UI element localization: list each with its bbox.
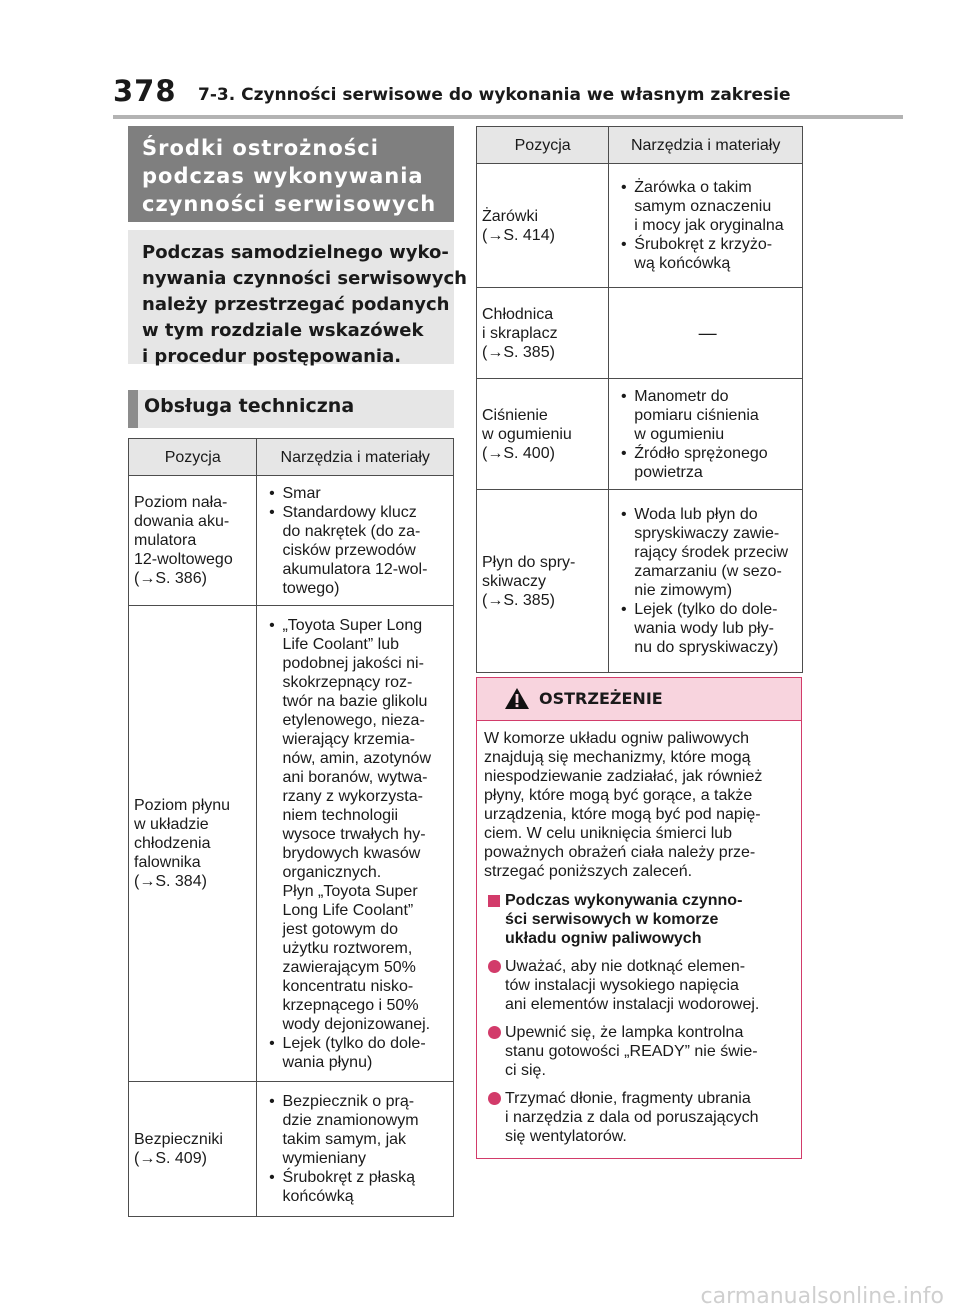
tool-line: i mocy jak oryginalna: [634, 217, 784, 234]
header-tools: Narzędzia i materiały: [609, 127, 803, 164]
position-line: skiwaczy: [482, 572, 547, 590]
tool-line: Bezpiecznik o prą-: [282, 1093, 415, 1110]
warning-subheading: [484, 891, 795, 948]
tool-line: Źródło sprężonego: [634, 444, 768, 462]
bullet-icon: •: [620, 506, 627, 523]
warning-triangle-icon: [504, 687, 530, 710]
intro-box: [128, 230, 467, 367]
warning-item: [484, 1023, 795, 1080]
position-cell: [477, 288, 609, 379]
warning-intro-line: poważnych obrażeń ciała należy prze-: [484, 844, 756, 861]
tool-line: Standardowy klucz: [282, 503, 417, 521]
tool-item: [613, 505, 802, 600]
tool-line: Żarówka o takim: [634, 179, 752, 196]
position-line: (→S. 385): [482, 343, 555, 361]
table-header-row: [129, 439, 454, 476]
tool-line: spryskiwaczy zawie-: [634, 525, 780, 542]
position-line: (→S. 414): [482, 226, 555, 244]
position-line: dowania aku-: [134, 513, 230, 530]
section-title: [128, 126, 454, 222]
tool-line: Smar: [282, 484, 321, 502]
tool-line: nu do spryskiwaczy): [634, 639, 779, 656]
bullet-icon: •: [620, 444, 627, 462]
no-tools-dash: —: [698, 322, 717, 343]
warning-item-line: tów instalacji wysokiego napięcia: [505, 977, 739, 994]
table-row: [129, 476, 454, 606]
tools-cell: [609, 379, 803, 490]
position-line: Płyn do spry-: [482, 553, 576, 571]
circle-bullet-icon: [488, 1026, 501, 1039]
tool-line: Śrubokręt z płaską: [282, 1169, 415, 1186]
subheading: Obsługa techniczna: [128, 390, 454, 428]
table-header-row: [477, 127, 803, 164]
tool-item: [613, 600, 802, 657]
bullet-icon: •: [269, 1034, 275, 1052]
tool-line: dzie znamionowym: [282, 1112, 419, 1129]
warning-item-line: się wentylatorów.: [505, 1128, 627, 1145]
position-cell: [129, 476, 257, 606]
warning-intro-line: płyny, które mogą być gorące, a także: [484, 787, 753, 804]
bullet-icon: •: [269, 484, 275, 502]
table-row: [129, 606, 454, 1082]
position-line: (→S. 384): [134, 873, 207, 890]
tools-cell: [257, 1082, 454, 1217]
position-line: Poziom nała-: [134, 494, 228, 511]
warning-item-line: Uważać, aby nie dotknąć elemen-: [505, 958, 746, 975]
tool-line: organicznych.: [282, 863, 382, 881]
watermark: carmanualsonline.info: [700, 1284, 944, 1309]
warning-intro-line: strzegać poniższych zaleceń.: [484, 863, 693, 880]
tool-item: [261, 1168, 453, 1206]
position-cell: [129, 1082, 257, 1217]
tool-item: [261, 503, 453, 598]
tool-item: [613, 387, 802, 444]
tool-line: wody dejonizowanej.: [282, 1015, 431, 1033]
tool-line: do nakrętek (do za-: [282, 522, 421, 540]
warning-item-line: Upewnić się, że lampka kontrolna: [505, 1024, 744, 1041]
tool-line: cisków przewodów: [282, 541, 416, 559]
table-row: [477, 379, 803, 490]
tool-line: „Toyota Super Long: [282, 616, 423, 634]
tool-line: samym oznaczeniu: [634, 198, 772, 215]
tools-cell: [609, 288, 803, 379]
tool-line: skokrzepnący roz-: [282, 673, 413, 691]
position-line: chłodzenia: [134, 835, 211, 852]
tool-line: jest gotowym do: [282, 920, 399, 938]
tool-line: koncentratu nisko-: [282, 977, 414, 995]
position-line: Bezpieczniki: [134, 1131, 223, 1148]
intro-line: nywania czynności serwisowych: [142, 268, 467, 289]
warning-item: [484, 957, 795, 1014]
tool-item: [261, 1092, 453, 1168]
warning-intro-line: urządzenia, które mogą być pod napię-: [484, 806, 761, 823]
position-cell: [477, 490, 609, 673]
tool-line: zamarzaniu (w sezo-: [634, 563, 782, 580]
tool-line: wania płynu): [282, 1053, 373, 1071]
position-line: (→S. 385): [482, 591, 555, 609]
tool-line: Płyn „Toyota Super: [282, 882, 418, 900]
tool-line: wysoce trwałych hy-: [282, 825, 426, 843]
tool-line: Śrubokręt z krzyżo-: [634, 236, 773, 253]
warning-item-line: stanu gotowości „READY” nie świe-: [505, 1043, 758, 1060]
tool-item: [261, 1034, 453, 1072]
section-title-line: Środki ostrożności: [142, 136, 379, 160]
warning-item-line: ci się.: [505, 1062, 546, 1079]
tools-cell: [257, 476, 454, 606]
position-line: (→S. 409): [134, 1150, 207, 1167]
position-line: (→S. 386): [134, 570, 207, 587]
position-cell: [477, 164, 609, 288]
tool-line: akumulatora 12-wol-: [282, 560, 428, 578]
tool-line: Life Coolant” lub: [282, 635, 399, 653]
section-title-line: czynności serwisowych: [142, 192, 437, 216]
circle-bullet-icon: [488, 960, 501, 973]
intro-line: Podczas samodzielnego wyko-: [142, 242, 449, 263]
warning-intro-line: ciem. W celu uniknięcia śmierci lub: [484, 825, 733, 842]
position-line: w układzie: [134, 816, 209, 833]
position-line: Żarówki: [482, 207, 539, 225]
table-row: [129, 1082, 454, 1217]
bullet-icon: •: [620, 236, 627, 253]
tool-line: Woda lub płyn do: [634, 506, 758, 523]
tool-line: nów, amin, azotynów: [282, 749, 431, 767]
tool-item: [613, 235, 802, 273]
bullet-icon: •: [620, 601, 627, 618]
tool-line: wą końcówką: [634, 255, 731, 272]
tool-line: rający środek przeciw: [634, 544, 789, 561]
maintenance-table-left: [128, 438, 454, 1217]
tool-item: [261, 616, 453, 1034]
tool-line: Manometr do: [634, 387, 729, 405]
intro-line: należy przestrzegać podanych: [142, 294, 450, 315]
warning-header: [477, 678, 801, 721]
warning-box: [476, 677, 802, 1159]
tool-line: wania wody lub pły-: [634, 620, 774, 637]
tools-cell: [257, 606, 454, 1082]
warning-item: [484, 1089, 795, 1146]
tools-cell: [609, 490, 803, 673]
tool-item: [613, 178, 802, 235]
warning-item-line: i narzędzia z dala od poruszających: [505, 1109, 759, 1126]
header-position: Pozycja: [129, 439, 257, 476]
tool-line: rzany z wykorzysta-: [282, 787, 423, 805]
intro-line: i procedur postępowania.: [142, 346, 402, 367]
position-cell: [477, 379, 609, 490]
warning-title: OSTRZEŻENIE: [539, 689, 663, 708]
tool-line: brydowych kwasów: [282, 844, 421, 862]
tool-line: w ogumieniu: [634, 425, 725, 443]
bullet-icon: •: [269, 1169, 275, 1186]
bullet-icon: •: [620, 179, 627, 196]
warning-body: [477, 721, 801, 1146]
position-line: w ogumieniu: [482, 425, 572, 443]
tool-line: Lejek (tylko do dole-: [282, 1034, 426, 1052]
header-divider: [113, 115, 903, 119]
chapter-header: 7-3. Czynności serwisowe do wykonania we własnym zakresie: [198, 85, 791, 105]
tool-line: towego): [282, 579, 340, 597]
warning-intro-line: znajdują się mechanizmy, które mogą: [484, 749, 751, 766]
position-line: 12-woltowego: [134, 551, 233, 568]
page-number: 378: [113, 74, 177, 108]
bullet-icon: •: [269, 1093, 275, 1110]
tool-line: powietrza: [634, 463, 703, 481]
header-tools: Narzędzia i materiały: [257, 439, 454, 476]
position-line: Ciśnienie: [482, 406, 548, 424]
position-line: Poziom płynu: [134, 797, 231, 814]
tool-line: etylenowego, nieza-: [282, 711, 425, 729]
warning-subheading-line: ści serwisowych w komorze: [505, 911, 719, 928]
circle-bullet-icon: [488, 1092, 501, 1105]
tool-line: użytku roztworem,: [282, 939, 413, 957]
maintenance-table-right: [476, 126, 803, 673]
bullet-icon: •: [269, 616, 275, 634]
square-bullet-icon: [488, 895, 500, 907]
position-line: mulatora: [134, 532, 197, 549]
intro-line: w tym rozdziale wskazówek: [142, 320, 424, 341]
position-line: falownika: [134, 854, 201, 871]
warning-intro-line: W komorze układu ogniw paliwowych: [484, 730, 749, 747]
tool-line: zawierającym 50%: [282, 958, 416, 976]
tool-line: twór na bazie glikolu: [282, 692, 428, 710]
tool-line: wierający krzemia-: [282, 730, 415, 748]
position-cell: [129, 606, 257, 1082]
tool-line: Lejek (tylko do dole-: [634, 601, 778, 618]
header-position: Pozycja: [477, 127, 609, 164]
warning-subheading-line: Podczas wykonywania czynno-: [505, 892, 743, 909]
warning-item-line: Trzymać dłonie, fragmenty ubrania: [505, 1090, 751, 1107]
section-title-line: podczas wykonywania: [142, 164, 424, 188]
position-line: (→S. 400): [482, 444, 555, 462]
warning-subheading-line: układu ogniw paliwowych: [505, 930, 702, 947]
tool-line: końcówką: [282, 1188, 354, 1205]
tool-line: ani boranów, wytwa-: [282, 768, 428, 786]
tool-line: Long Life Coolant”: [282, 901, 414, 919]
table-row: [477, 490, 803, 673]
tools-cell: [609, 164, 803, 288]
tool-item: [261, 484, 453, 503]
bullet-icon: •: [269, 503, 275, 521]
tool-line: krzepnącego i 50%: [282, 996, 419, 1014]
position-line: Chłodnica: [482, 305, 554, 323]
tool-line: niem technologii: [282, 806, 399, 824]
position-line: i skraplacz: [482, 324, 558, 342]
warning-intro-line: niespodziewanie zadziałać, jak również: [484, 768, 763, 785]
table-row: [477, 288, 803, 379]
tool-item: [613, 444, 802, 482]
table-row: [477, 164, 803, 288]
tool-line: pomiaru ciśnienia: [634, 406, 759, 424]
warning-item-line: ani elementów instalacji wodorowej.: [505, 996, 760, 1013]
tool-line: nie zimowym): [634, 582, 733, 599]
warning-intro: [484, 729, 795, 881]
tool-line: podobnej jakości ni-: [282, 654, 424, 672]
tool-line: wymieniany: [282, 1150, 367, 1167]
bullet-icon: •: [620, 387, 627, 405]
tool-line: takim samym, jak: [282, 1131, 407, 1148]
